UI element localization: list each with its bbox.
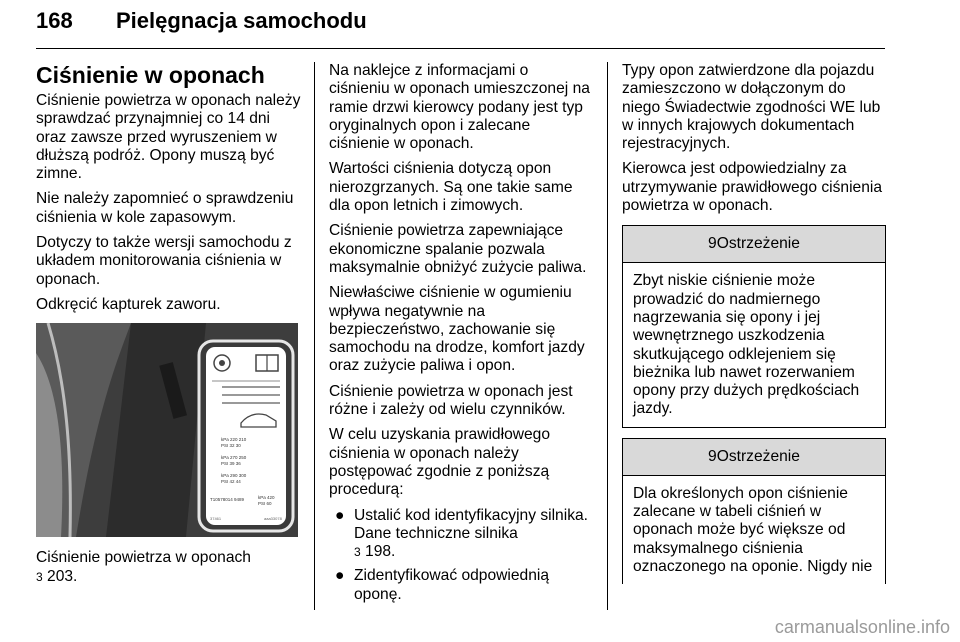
warning-text: Dla określonych opon ciśnienie zalecane w tabeli ciśnień w oponach może być większe od maksymalnego ciśnienia oznaczonego na oponie. Nigdy nie [633, 484, 873, 575]
list-item-text: Ustalić kod identyfikacyjny silnika. Dane techniczne silnika [354, 506, 588, 542]
bullet-icon: ● [335, 567, 345, 585]
label-row: PSI 39 36 [221, 461, 241, 467]
paragraph: Ciśnienie powietrza zapewniające ekonomiczne spalanie pozwala maksymalnie obniżyć zużycie paliwa. [329, 222, 587, 276]
list-item-text: Zidentyfikować odpowiednią oponę. [354, 567, 550, 603]
paragraph: Kierowca jest odpowiedzialny za utrzymywanie prawidłowego ciśnienia powietrza w oponach. [622, 160, 883, 215]
column-divider [314, 62, 315, 610]
bullet-icon: ● [335, 506, 345, 524]
tyre-pressure-label-figure [36, 323, 298, 537]
paragraph: Na naklejce z informacjami o ciśnieniu w oponach umieszczonej na ramie drzwi kierowcy podany jest typ oryginalnych opon i zalecane ciśnienie w oponach. [329, 62, 590, 153]
paragraph: Wartości ciśnienia dotyczą opon nierozgrzanych. Są one takie same dla opon letnich i zimowych. [329, 160, 573, 215]
caption-text: Ciśnienie powietrza w oponach [36, 549, 251, 567]
label-row: PSI 32 30 [221, 443, 241, 449]
warning-text: Zbyt niskie ciśnienie może prowadzić do nadmiernego nagrzewania się opony i jej wewnętrznego uszkodzenia skutkującego odklejeniem się bieżnika lub nawet rozerwaniem opony przy dużych prędkościach jazdy. [633, 272, 860, 418]
warning-icon: 9 [708, 235, 717, 253]
label-row: kPa 420 [258, 495, 275, 501]
label-row: kPa 270 250 [221, 455, 247, 461]
caption-page-ref: 203. [47, 567, 78, 585]
warning-header [623, 439, 885, 476]
column-2 [329, 62, 591, 610]
column-3 [622, 62, 886, 584]
label-row: PSI 42 44 [221, 479, 241, 485]
figure-caption [36, 549, 302, 586]
paragraph: W celu uzyskania prawidłowego ciśnienia w oponach należy postępować zgodnie z poniższą procedurą: [329, 426, 551, 499]
paragraph: Typy opon zatwierdzone dla pojazdu zamieszczono w dołączonym do niego Świadectwie zgodności WE lub w innych krajowych dokumentach rejestracyjnych. [622, 62, 881, 153]
label-row: PSI 60 [258, 501, 272, 507]
label-footer-left: 37461 [210, 516, 222, 522]
page-number: 168 [36, 8, 73, 33]
list-item [329, 507, 591, 562]
label-row: kPa 290 300 [221, 473, 247, 479]
door-frame-illustration [36, 323, 298, 537]
warning-title: Ostrzeżenie [716, 235, 800, 253]
warning-header [623, 226, 885, 263]
warning-icon: 9 [708, 447, 717, 465]
paragraph: Ciśnienie powietrza w oponach jest różne i zależy od wielu czynników. [329, 382, 573, 419]
header-rule [36, 48, 885, 49]
warning-title: Ostrzeżenie [716, 447, 800, 465]
reference-arrow-icon: 3 [36, 569, 43, 584]
label-footer-right: aaa33078 [264, 516, 282, 522]
paragraph: Niewłaściwe ciśnienie w ogumieniu wpływa negatywnie na bezpieczeństwo, zachowanie się samochodu na drodze, komfort jazdy oraz zużycie paliwa i opon. [329, 284, 585, 375]
page-header [36, 2, 886, 42]
paragraph: Odkręcić kapturek zaworu. [36, 295, 221, 313]
paragraph: Nie należy zapomnieć o sprawdzeniu ciśnienia w kole zapasowym. [36, 190, 294, 226]
list-item [329, 567, 591, 604]
column-1 [36, 62, 302, 586]
running-title: Pielęgnacja samochodu [116, 8, 367, 33]
column-divider [607, 62, 608, 610]
label-row: kPa 220 210 [221, 437, 247, 443]
procedure-list [329, 507, 591, 604]
paragraph: Dotyczy to także wersji samochodu z układem monitorowania ciśnienia w oponach. [36, 234, 292, 288]
reference-arrow-icon: 3 [354, 545, 361, 560]
section-title: Ciśnienie w oponach [36, 62, 265, 88]
label-code: T10578014 9489 [210, 497, 245, 503]
page-ref: 198. [365, 543, 396, 561]
warning-box [622, 438, 886, 584]
watermark: carmanualsonline.info [774, 617, 950, 637]
paragraph: Ciśnienie powietrza w oponach należy sprawdzać przynajmniej co 14 dni oraz zawsze przed wyruszeniem w dłuższą podróż. Opony muszą być zimne. [36, 92, 301, 183]
warning-box [622, 225, 886, 427]
